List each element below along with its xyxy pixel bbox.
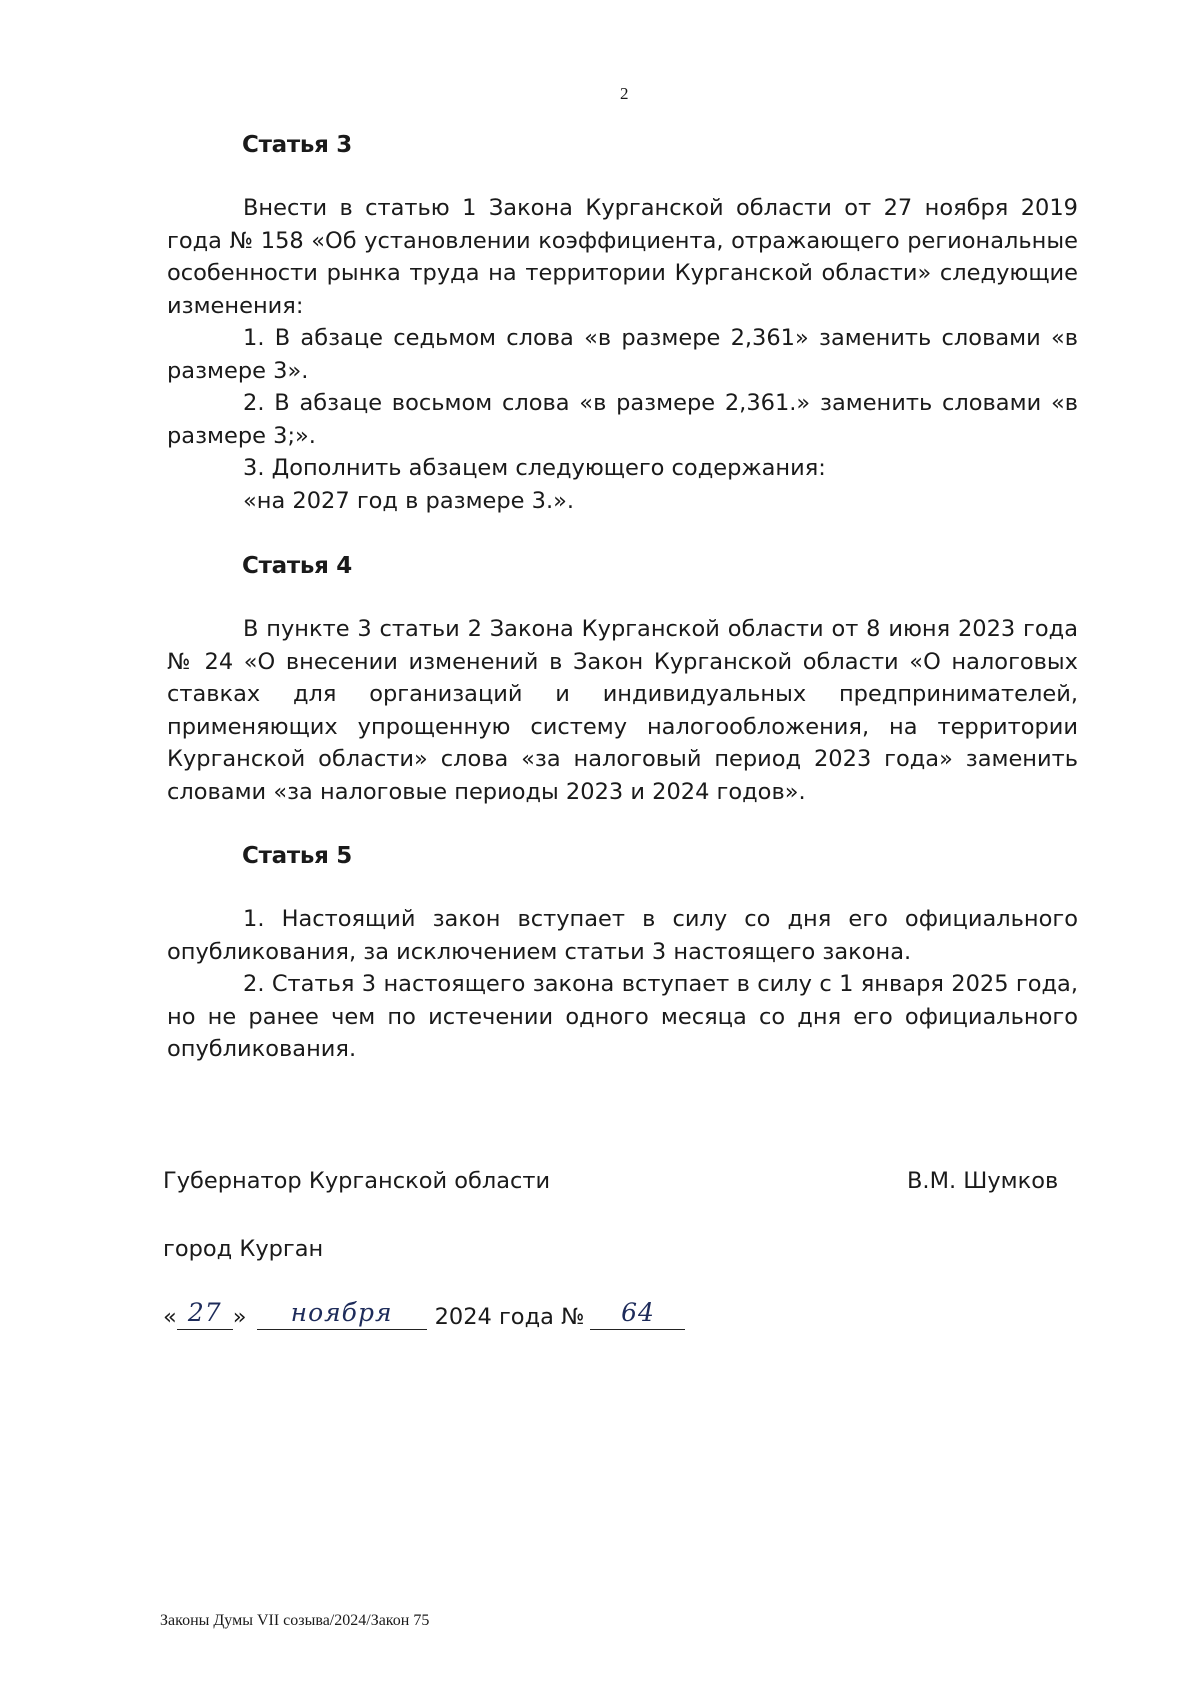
article-4-text: В пункте 3 статьи 2 Закона Курганской области от 8 июня 2023 года № 24 «О внесении изменений в Закон Курганской области «О налоговых ставках для организаций и индивидуальных предпринимателей, применяющих упрощенную систему налогообложения, на территории Курганской области» слова «за налоговый период 2023 года» заменить словами «за налоговые периоды 2023 и 2024 годов». — [167, 616, 1078, 805]
handwritten-month: ноября — [290, 1298, 393, 1327]
article-3-item-3-text: «на 2027 год в размере 3.». — [243, 487, 575, 514]
number-blank — [590, 1299, 685, 1330]
article-4-heading: Статья 4 — [242, 553, 352, 579]
article-5-body — [167, 903, 1078, 1066]
year-number-label: 2024 года № — [434, 1304, 585, 1330]
date-line — [163, 1290, 685, 1330]
handwritten-number: 64 — [621, 1298, 655, 1327]
open-quote: « — [163, 1304, 177, 1330]
close-quote: » — [232, 1304, 247, 1330]
article-3-item-2: 2. В абзаце восьмом слова «в размере 2,361.» заменить словами «в размере 3;». — [167, 390, 1078, 449]
article-5-item-2: 2. Статья 3 настоящего закона вступает в силу с 1 января 2025 года, но не ранее чем по истечении одного месяца со дня его официального опубликования. — [167, 971, 1078, 1062]
footer-path: Законы Думы VII созыва/2024/Закон 75 — [160, 1612, 430, 1629]
article-3-intro: Внести в статью 1 Закона Курганской области от 27 ноября 2019 года № 158 «Об установлении коэффициента, отражающего региональные особенности рынка труда на территории Курганской области» следующие изменения: — [167, 195, 1078, 319]
article-3-item-1: 1. В абзаце седьмом слова «в размере 2,361» заменить словами «в размере 3». — [167, 325, 1078, 384]
article-3-body — [167, 192, 1078, 517]
article-4-body — [167, 613, 1078, 808]
handwritten-day: 27 — [187, 1298, 222, 1327]
page-number: 2 — [620, 84, 629, 103]
article-5-item-1: 1. Настоящий закон вступает в силу со дня его официального опубликования, за исключением статьи 3 настоящего закона. — [167, 906, 1078, 965]
governor-name: В.М. Шумков — [907, 1168, 1059, 1194]
governor-position: Губернатор Курганской области — [163, 1168, 551, 1194]
article-3-heading: Статья 3 — [242, 132, 352, 158]
city-name: город Курган — [163, 1236, 324, 1262]
month-blank — [257, 1299, 427, 1330]
article-5-heading: Статья 5 — [242, 843, 352, 869]
day-blank — [177, 1299, 233, 1330]
article-3-item-3: 3. Дополнить абзацем следующего содержания: — [243, 455, 826, 481]
